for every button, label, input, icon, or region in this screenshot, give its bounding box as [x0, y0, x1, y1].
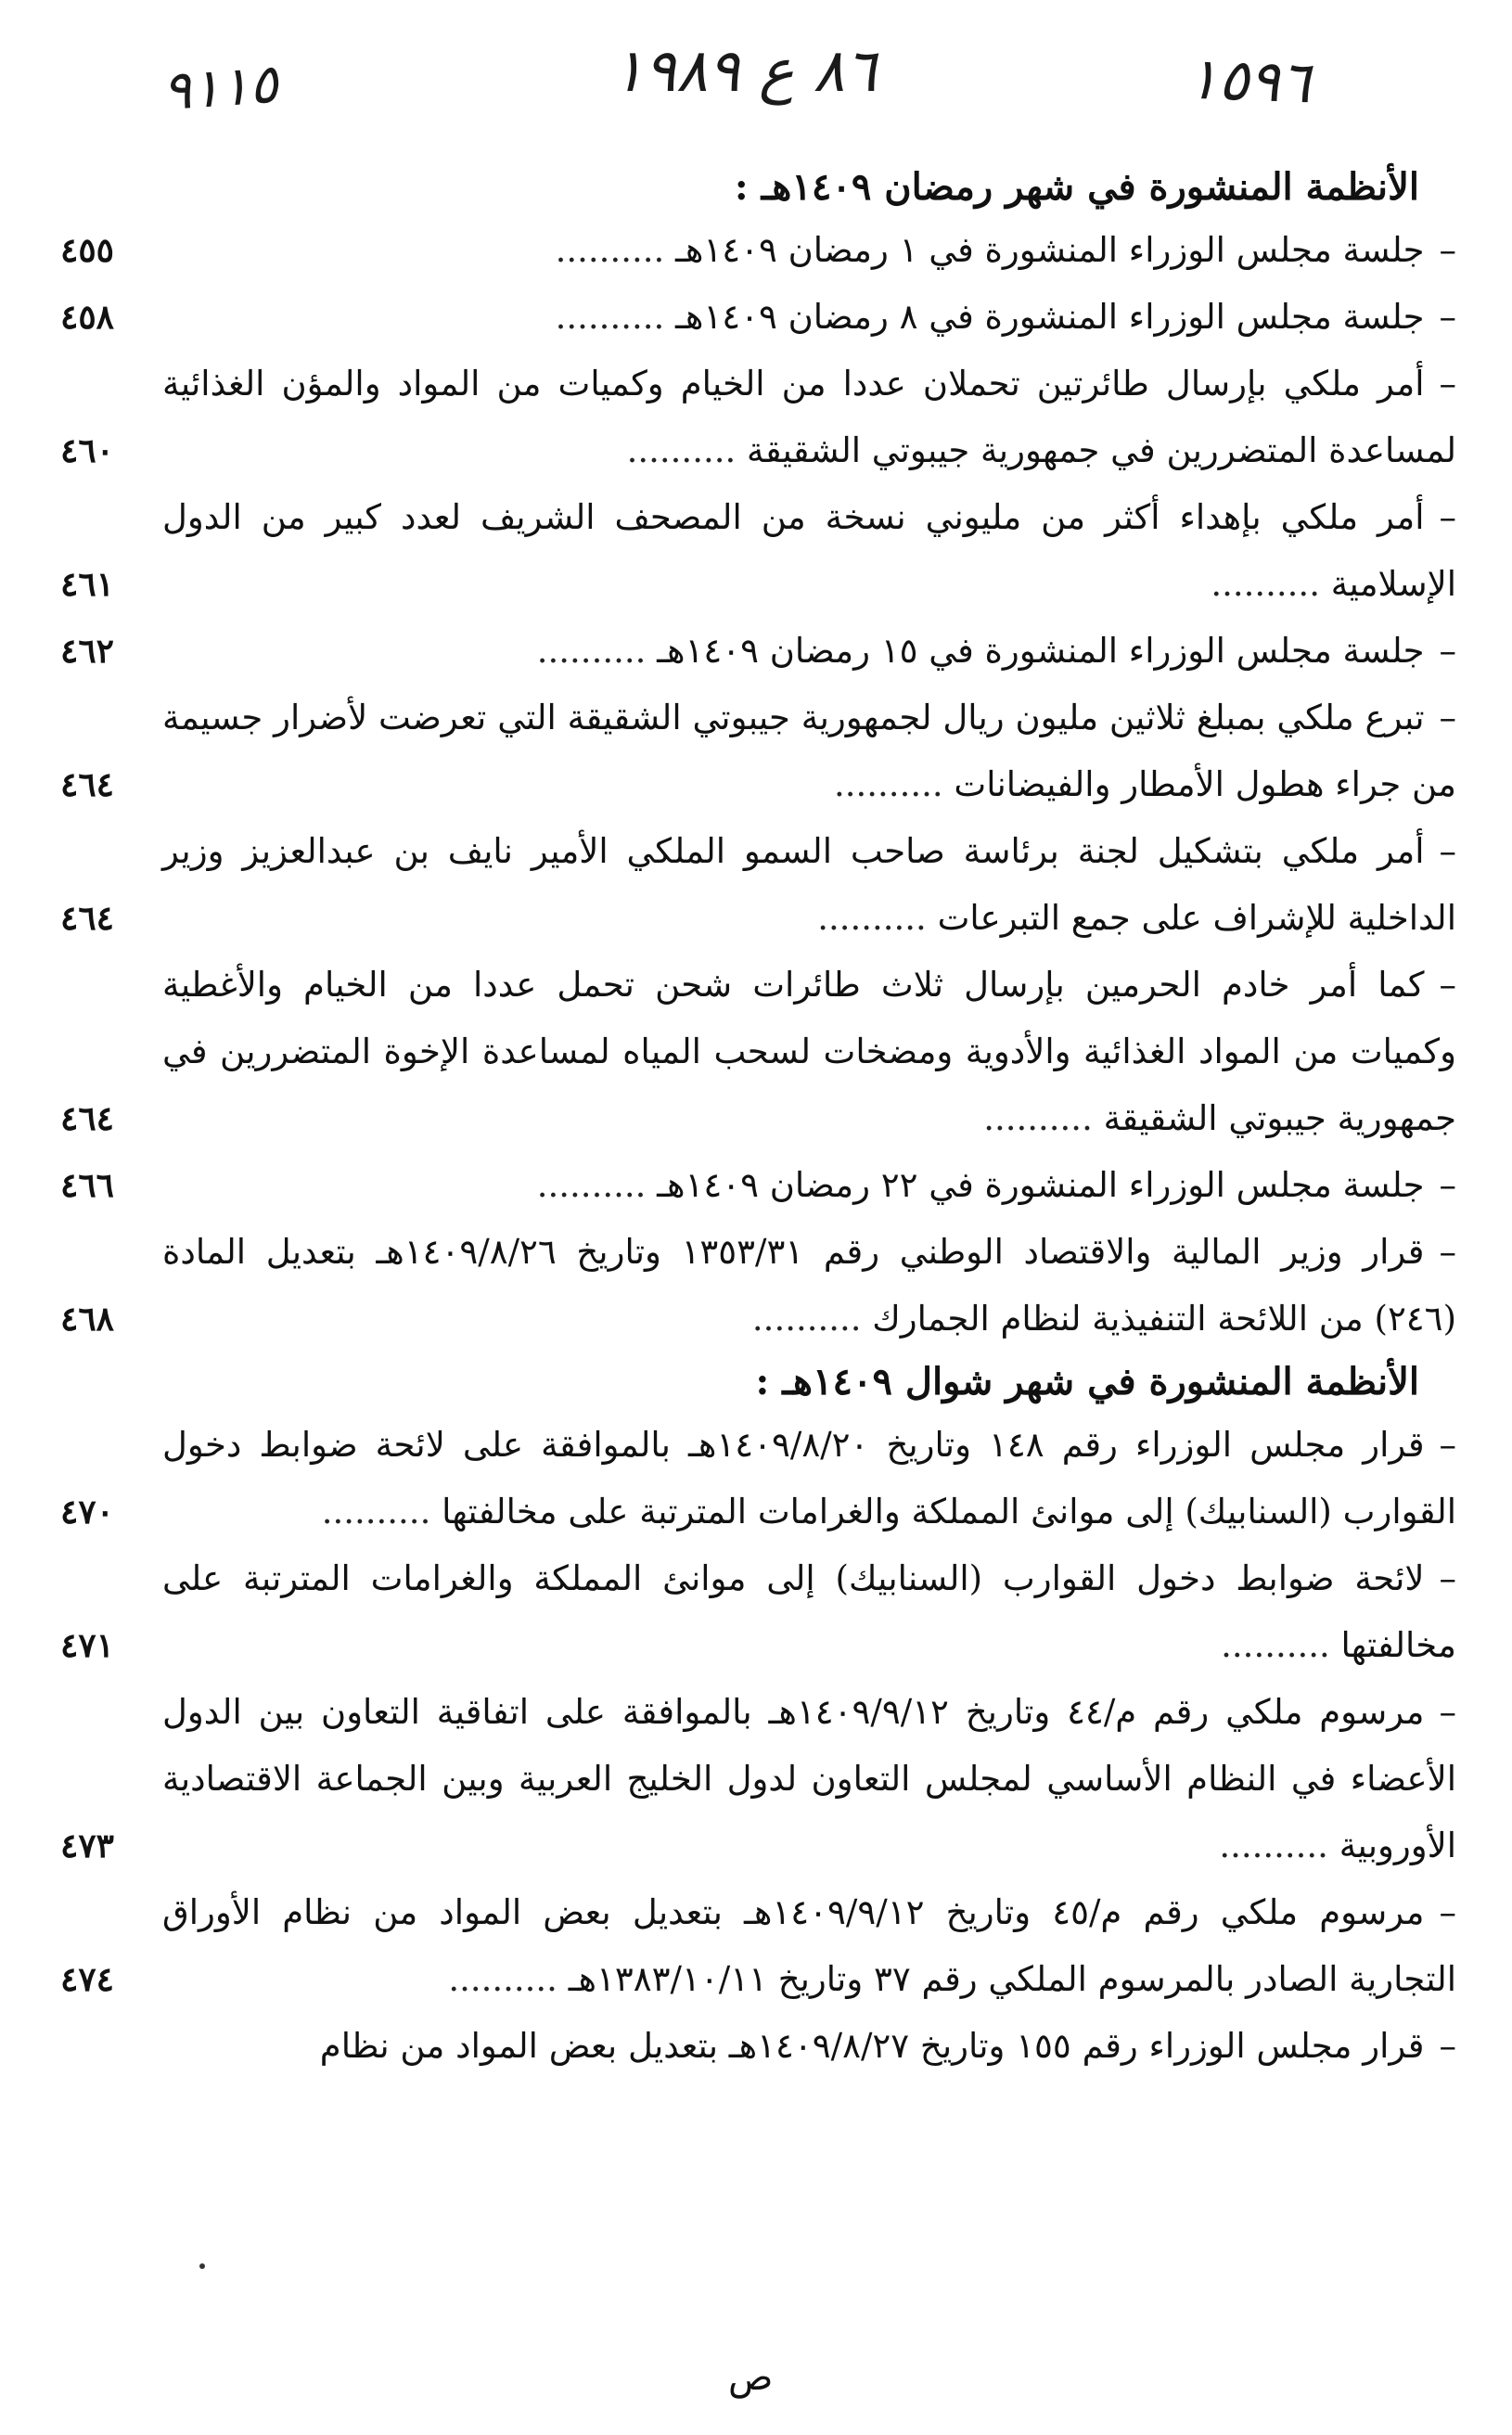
dash-icon: –	[1439, 831, 1456, 871]
toc-entry	[51, 217, 1456, 284]
toc-entry	[51, 1679, 1456, 1879]
dash-icon: –	[1439, 631, 1456, 671]
dot-leader: ..........	[1211, 564, 1331, 604]
dash-icon: –	[1439, 1232, 1456, 1272]
toc-entry	[51, 1219, 1456, 1352]
dot-leader: ..........	[321, 1492, 442, 1531]
dot-leader: ..........	[1221, 1625, 1341, 1665]
toc-page-number: ٤٦٠	[60, 431, 115, 470]
toc-page-number: ٤٦٤	[60, 899, 115, 938]
toc-page-number: ٤٦١	[60, 565, 115, 604]
toc-entry-title: لائحة ضوابط دخول القوارب (السنابيك) إلى موانئ المملكة والغرامات المترتبة على مخالفتها	[162, 1558, 1456, 1665]
dash-icon: –	[1439, 965, 1456, 1005]
toc-page-number: ٤٦٤	[60, 1099, 115, 1138]
toc-entry-title: مرسوم ملكي رقم م/٤٤ وتاريخ ١٤٠٩/٩/١٢هـ بالموافقة على اتفاقية التعاون بين الدول الأعضاء في النظام الأساسي لمجلس التعاون لدول الخليج العربية وبين الجماعة الاقتصادية الأوروبية	[162, 1692, 1456, 1865]
toc-entry	[51, 818, 1456, 952]
toc-entry-title: أمر ملكي بتشكيل لجنة برئاسة صاحب السمو الملكي الأمير نايف بن عبدالعزيز وزير الداخلية للإشراف على جمع التبرعات	[162, 831, 1456, 938]
dot-leader: ..........	[834, 764, 955, 804]
toc-page-number: ٤٧٠	[60, 1493, 115, 1531]
toc-entry	[51, 1152, 1456, 1219]
toc-entry-title: قرار مجلس الوزراء رقم ١٤٨ وتاريخ ١٤٠٩/٨/٢٠هـ بالموافقة على لائحة ضوابط دخول القوارب (السنابيك) إلى موانئ المملكة والغرامات المترتبة على مخالفتها	[162, 1425, 1456, 1531]
toc-page-number: ٤٥٥	[60, 231, 115, 270]
handwritten-note-center: ٨٦ ع ١٩٨٩	[612, 37, 878, 106]
toc-entry-title: جلسة مجلس الوزراء المنشورة في ١ رمضان ١٤٠٩هـ	[675, 230, 1425, 270]
dot-leader: ..........	[1219, 1826, 1339, 1865]
toc-entry-title: قرار مجلس الوزراء رقم ١٥٥ وتاريخ ١٤٠٩/٨/٢٧هـ بتعديل بعض المواد من نظام	[319, 2026, 1425, 2066]
section-heading: الأنظمة المنشورة في شهر رمضان ١٤٠٩هـ :	[734, 165, 1419, 209]
dash-icon: –	[1439, 230, 1456, 270]
toc-page-number: ٤٦٨	[60, 1300, 115, 1339]
dot-leader: ..........	[751, 1299, 873, 1339]
dash-icon: –	[1439, 2026, 1456, 2066]
toc-page-number: ٤٧٤	[60, 1960, 115, 1999]
toc-entry	[51, 484, 1456, 618]
handwritten-note-right: ١٥٩٦	[1185, 44, 1313, 117]
page-footer-letter: ص	[728, 2356, 774, 2399]
handwritten-note-left: ٩١١٥	[160, 51, 280, 123]
dot-leader: ..........	[448, 1959, 569, 1999]
dash-icon: –	[1439, 1692, 1456, 1732]
dash-icon: –	[1439, 1892, 1456, 1932]
dash-icon: –	[1439, 364, 1456, 404]
dot-leader: ..........	[536, 1165, 658, 1205]
toc-entry	[51, 1879, 1456, 2013]
toc-entry-title: جلسة مجلس الوزراء المنشورة في ١٥ رمضان ١٤٠٩هـ	[657, 631, 1425, 671]
dash-icon: –	[1439, 497, 1456, 537]
toc-entry-title: أمر ملكي بإرسال طائرتين تحملان عددا من الخيام وكميات من المواد والمؤن الغذائية لمساعدة المتضررين في جمهورية جيبوتي الشقيقة	[162, 364, 1456, 470]
dot-leader: ..........	[626, 430, 747, 470]
table-of-contents	[51, 158, 1456, 2080]
toc-entry	[51, 952, 1456, 1152]
toc-entry-title: مرسوم ملكي رقم م/٤٥ وتاريخ ١٤٠٩/٩/١٢هـ بتعديل بعض المواد من نظام الأوراق التجارية الصادر بالمرسوم الملكي رقم ٣٧ وتاريخ ١٣٨٣/١٠/١١هـ	[162, 1892, 1456, 1999]
dot-leader: ..........	[817, 898, 938, 938]
dash-icon: –	[1439, 1165, 1456, 1205]
toc-page-number: ٤٧٣	[60, 1826, 115, 1865]
section-heading: الأنظمة المنشورة في شهر شوال ١٤٠٩هـ :	[755, 1360, 1419, 1403]
toc-page-number: ٤٧١	[60, 1626, 115, 1665]
dash-icon: –	[1439, 1558, 1456, 1598]
toc-entry-title: أمر ملكي بإهداء أكثر من مليوني نسخة من المصحف الشريف لعدد كبير من الدول الإسلامية	[162, 497, 1456, 604]
toc-entry	[51, 685, 1456, 818]
toc-page-number: ٤٦٦	[60, 1166, 115, 1205]
toc-page-number: ٤٦٢	[60, 632, 115, 671]
toc-entry-title: تبرع ملكي بمبلغ ثلاثين مليون ريال لجمهورية جيبوتي الشقيقة التي تعرضت لأضرار جسيمة من جراء هطول الأمطار والفيضانات	[162, 698, 1456, 804]
toc-page-number: ٤٦٤	[60, 765, 115, 804]
dot-leader: ..........	[555, 230, 676, 270]
toc-entry	[51, 618, 1456, 685]
toc-page-number: ٤٥٨	[60, 298, 115, 337]
toc-entry	[51, 2013, 1456, 2080]
toc-entry-title: جلسة مجلس الوزراء المنشورة في ٨ رمضان ١٤٠٩هـ	[675, 297, 1425, 337]
toc-entry	[51, 1412, 1456, 1545]
toc-entry-title: قرار وزير المالية والاقتصاد الوطني رقم ١٣٥٣/٣١ وتاريخ ١٤٠٩/٨/٢٦هـ بتعديل المادة (٢٤٦) من اللائحة التنفيذية لنظام الجمارك	[162, 1232, 1456, 1339]
dash-icon: –	[1439, 1425, 1457, 1465]
dot-leader: ..........	[983, 1098, 1104, 1138]
toc-entry-title: جلسة مجلس الوزراء المنشورة في ٢٢ رمضان ١٤٠٩هـ	[657, 1165, 1425, 1205]
toc-entry	[51, 1545, 1456, 1679]
ink-dot	[199, 2263, 205, 2269]
dash-icon: –	[1439, 297, 1456, 337]
dot-leader: ..........	[536, 631, 658, 671]
dash-icon: –	[1439, 698, 1456, 737]
toc-entry	[51, 284, 1456, 351]
toc-entry-title: كما أمر خادم الحرمين بإرسال ثلاث طائرات شحن تحمل عددا من الخيام والأغطية وكميات من المواد الغذائية والأدوية ومضخات لسحب المياه لمساعدة الإخوة المتضررين في جمهورية جيبوتي الشقيقة	[162, 965, 1456, 1138]
dot-leader: ..........	[555, 297, 676, 337]
toc-entry	[51, 351, 1456, 484]
